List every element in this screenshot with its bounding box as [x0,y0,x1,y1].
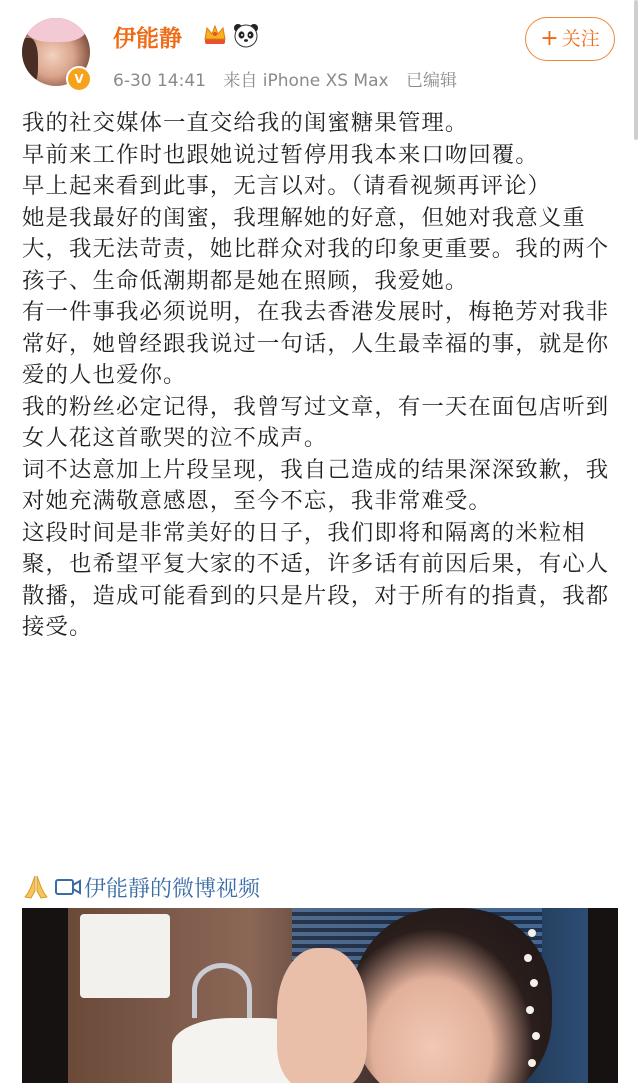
follow-label: 关注 [561,28,600,50]
follow-button[interactable] [525,17,615,61]
video-link-label: 伊能靜的微博视频 [84,876,261,902]
author-name[interactable]: 伊能静 [113,26,182,52]
post-paragraph: 早前来工作时也跟她说过暂停用我本来口吻回覆。 [22,141,539,168]
video-camera-icon [54,877,82,897]
praying-hands-icon [22,873,50,901]
post-header [0,0,640,100]
post-paragraph: 她是我最好的闺蜜，我理解她的好意，但她对我意义重大，我无法苛责，她比群众对我的印象更重要。我的两个孩子、生命低潮期都是她在照顾，我爱她。 [22,204,610,294]
panda-icon [233,22,259,48]
post-meta [113,66,469,91]
post-paragraph: 有一件事我必须说明，在我去香港发展时，梅艳芳对我非常好，她曾经跟我说过一句话，人生最幸福的事，就是你爱的人也爱你。 [22,299,610,388]
verified-badge-icon: V [66,66,92,92]
post-paragraph: 我的社交媒体一直交给我的闺蜜糖果管理。 [22,110,469,136]
post-paragraph: 词不达意加上片段呈现，我自己造成的结果深深致歉，我对她充满敬意感恩，至今不忘，我非常难受。 [22,456,610,514]
crown-icon [202,24,228,46]
post-time: 6-30 14:41 [113,71,206,91]
post-paragraph: 早上起来看到此事，无言以对。（请看视频再评论） [22,173,552,199]
video-thumbnail[interactable] [22,908,618,1083]
edited-label[interactable]: 已编辑 [405,71,457,91]
post-source[interactable]: 来自 iPhone XS Max [223,71,389,91]
video-link[interactable] [22,870,260,904]
post-paragraph: 我的粉丝必定记得，我曾写过文章，有一天在面包店听到女人花这首歌哭的泣不成声。 [22,393,610,451]
post-paragraph: 这段时间是非常美好的日子，我们即将和隔离的米粒相聚，也希望平复大家的不适，许多话有前因后果，有心人散播，造成可能看到的只是片段，对于所有的指責，我都接受。 [22,519,610,640]
plus-icon: + [540,26,559,51]
post-content [22,108,618,644]
